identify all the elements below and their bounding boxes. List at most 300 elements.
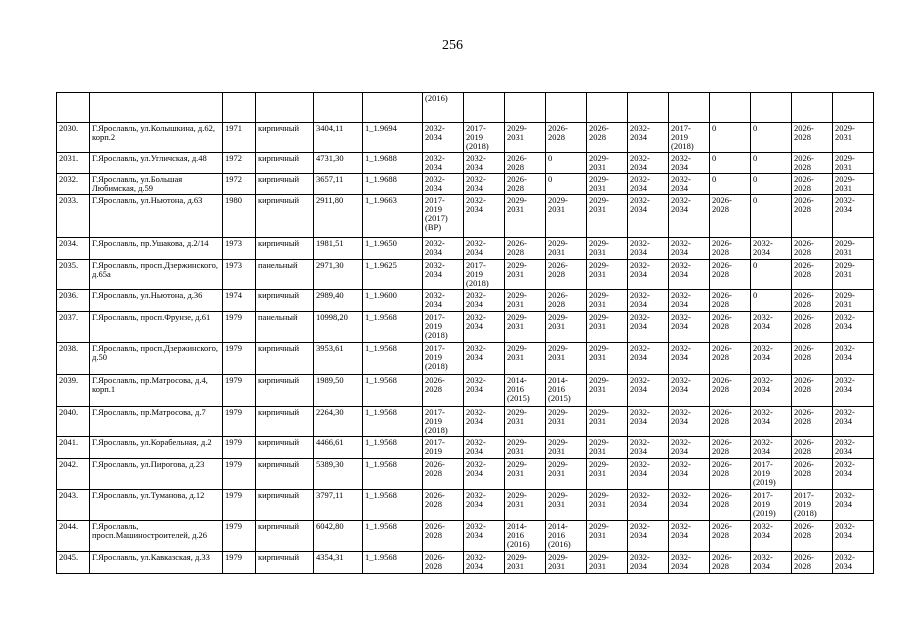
period-cell: 2032- 2034 bbox=[628, 238, 669, 260]
period-cell: 2032- 2034 bbox=[669, 521, 710, 552]
period-cell: 2032- 2034 bbox=[833, 407, 874, 437]
period-cell: 2032- 2034 bbox=[464, 521, 505, 552]
row-number: 2035. bbox=[57, 260, 90, 290]
period-cell: 2032- 2034 bbox=[833, 521, 874, 552]
area-cell: 5389,30 bbox=[314, 459, 363, 490]
year-cell: 1980 bbox=[223, 195, 256, 238]
year-cell: 1972 bbox=[223, 174, 256, 195]
year-cell: 1979 bbox=[223, 407, 256, 437]
period-cell: 0 bbox=[546, 174, 587, 195]
period-cell: 2029- 2031 bbox=[833, 290, 874, 312]
material-cell: кирпичный bbox=[256, 407, 314, 437]
material-cell: кирпичный bbox=[256, 437, 314, 459]
period-cell: 2029- 2031 bbox=[587, 290, 628, 312]
period-cell: 2032- 2034 bbox=[669, 407, 710, 437]
period-cell: 2032- 2034 bbox=[669, 490, 710, 521]
year-cell: 1979 bbox=[223, 375, 256, 407]
period-cell: 2032- 2034 bbox=[751, 437, 792, 459]
material-cell: кирпичный bbox=[256, 521, 314, 552]
period-cell: 2032- 2034 bbox=[833, 490, 874, 521]
period-cell: 2029- 2031 bbox=[587, 260, 628, 290]
period-cell: 2032- 2034 bbox=[464, 238, 505, 260]
table-row bbox=[57, 312, 874, 343]
period-cell: 2032- 2034 bbox=[833, 312, 874, 343]
period-cell: 2029- 2031 bbox=[587, 343, 628, 375]
row-number: 2036. bbox=[57, 290, 90, 312]
period-cell: 2029- 2031 bbox=[833, 153, 874, 174]
period-cell: 2032- 2034 bbox=[669, 195, 710, 238]
period-cell: 0 bbox=[751, 195, 792, 238]
period-cell: 2026- 2028 bbox=[792, 459, 833, 490]
table-cell bbox=[90, 93, 223, 123]
period-cell: 2026- 2028 bbox=[710, 195, 751, 238]
table-row bbox=[57, 174, 874, 195]
address-cell: Г.Ярославль, просп.Дзержинского, д.50 bbox=[90, 343, 223, 375]
period-cell: 2029- 2031 bbox=[546, 437, 587, 459]
material-cell: кирпичный bbox=[256, 174, 314, 195]
period-cell: 2014- 2016 (2016) bbox=[546, 521, 587, 552]
period-cell: 2029- 2031 bbox=[505, 459, 546, 490]
row-number: 2034. bbox=[57, 238, 90, 260]
material-cell: панельный bbox=[256, 260, 314, 290]
row-number: 2033. bbox=[57, 195, 90, 238]
period-cell: 2032- 2034 bbox=[628, 375, 669, 407]
period-cell: 2026- 2028 bbox=[710, 290, 751, 312]
period-cell: 2032- 2034 bbox=[464, 552, 505, 574]
address-cell: Г.Ярославль, просп.Дзержинского, д.65а bbox=[90, 260, 223, 290]
period-cell: 2026- 2028 bbox=[710, 521, 751, 552]
address-cell: Г.Ярославль, ул.Большая Любимская, д.59 bbox=[90, 174, 223, 195]
table-row bbox=[57, 407, 874, 437]
period-cell: 2032- 2034 bbox=[669, 238, 710, 260]
period-cell: 2032- 2034 bbox=[628, 437, 669, 459]
period-cell: 2032- 2034 bbox=[751, 521, 792, 552]
code-cell: 1_1.9688 bbox=[363, 174, 423, 195]
table-row bbox=[57, 375, 874, 407]
period-cell: 2029- 2031 bbox=[505, 290, 546, 312]
year-cell: 1979 bbox=[223, 521, 256, 552]
period-cell: 2029- 2031 bbox=[833, 238, 874, 260]
period-cell: 2032- 2034 bbox=[423, 123, 464, 153]
table-row bbox=[57, 123, 874, 153]
code-cell: 1_1.9568 bbox=[363, 312, 423, 343]
period-cell: 2032- 2034 bbox=[669, 312, 710, 343]
row-number: 2044. bbox=[57, 521, 90, 552]
period-cell: 2032- 2034 bbox=[464, 290, 505, 312]
period-cell: 2029- 2031 bbox=[546, 552, 587, 574]
period-cell: 2032- 2034 bbox=[423, 153, 464, 174]
period-cell: 2026- 2028 bbox=[710, 260, 751, 290]
period-cell: 2026- 2028 bbox=[423, 459, 464, 490]
period-cell: 2032- 2034 bbox=[669, 290, 710, 312]
code-cell: 1_1.9568 bbox=[363, 459, 423, 490]
period-cell: 2026- 2028 bbox=[710, 490, 751, 521]
period-cell: 2026- 2028 bbox=[710, 375, 751, 407]
row-number: 2039. bbox=[57, 375, 90, 407]
year-cell: 1972 bbox=[223, 153, 256, 174]
period-cell: 2029- 2031 bbox=[546, 343, 587, 375]
period-cell: 2017- 2019 (2018) bbox=[464, 260, 505, 290]
period-cell: 2029- 2031 bbox=[546, 312, 587, 343]
period-cell: 2032- 2034 bbox=[669, 375, 710, 407]
period-cell: 2014- 2016 (2015) bbox=[546, 375, 587, 407]
period-cell: 2032- 2034 bbox=[751, 552, 792, 574]
period-cell: 2014- 2016 (2016) bbox=[505, 521, 546, 552]
table-row bbox=[57, 153, 874, 174]
table-row bbox=[57, 552, 874, 574]
code-cell: 1_1.9625 bbox=[363, 260, 423, 290]
period-cell: 2026- 2028 bbox=[792, 238, 833, 260]
area-cell: 1981,51 bbox=[314, 238, 363, 260]
period-cell: 2032- 2034 bbox=[833, 343, 874, 375]
table-row bbox=[57, 490, 874, 521]
period-cell: 0 bbox=[751, 123, 792, 153]
address-cell: Г.Ярославль, ул.Ньютона, д.36 bbox=[90, 290, 223, 312]
table-cell bbox=[669, 93, 710, 123]
area-cell: 3404,11 bbox=[314, 123, 363, 153]
period-cell: 2026- 2028 bbox=[710, 552, 751, 574]
area-cell: 2971,30 bbox=[314, 260, 363, 290]
period-cell: 2026- 2028 bbox=[792, 437, 833, 459]
row-number: 2038. bbox=[57, 343, 90, 375]
year-cell: 1979 bbox=[223, 343, 256, 375]
period-cell: 2032- 2034 bbox=[628, 521, 669, 552]
period-cell: 2029- 2031 bbox=[546, 407, 587, 437]
period-cell: 2026- 2028 bbox=[792, 290, 833, 312]
period-cell: 2026- 2028 bbox=[710, 238, 751, 260]
period-cell: 2029- 2031 bbox=[587, 174, 628, 195]
period-cell: 2032- 2034 bbox=[833, 437, 874, 459]
table-row bbox=[57, 238, 874, 260]
period-cell: 2026- 2028 bbox=[792, 123, 833, 153]
period-cell: 2026- 2028 bbox=[423, 552, 464, 574]
period-cell: 2032- 2034 bbox=[751, 407, 792, 437]
table-row bbox=[57, 195, 874, 238]
period-cell: 2032- 2034 bbox=[464, 407, 505, 437]
address-cell: Г.Ярославль, пр.Ушакова, д.2/14 bbox=[90, 238, 223, 260]
period-cell: 2032- 2034 bbox=[751, 343, 792, 375]
period-cell: 2032- 2034 bbox=[628, 123, 669, 153]
period-cell: 0 bbox=[751, 290, 792, 312]
period-cell: 2032- 2034 bbox=[628, 490, 669, 521]
year-cell: 1973 bbox=[223, 238, 256, 260]
table-cell bbox=[505, 93, 546, 123]
period-cell: 2029- 2031 bbox=[587, 375, 628, 407]
period-cell: 2029- 2031 bbox=[546, 459, 587, 490]
period-cell: 2032- 2034 bbox=[628, 312, 669, 343]
period-cell: 2029- 2031 bbox=[505, 260, 546, 290]
address-cell: Г.Ярославль, ул.Ньютона, д.63 bbox=[90, 195, 223, 238]
area-cell: 2264,30 bbox=[314, 407, 363, 437]
period-cell: 2017- 2019 (2018) bbox=[423, 343, 464, 375]
year-cell: 1979 bbox=[223, 459, 256, 490]
table-row bbox=[57, 437, 874, 459]
address-cell: Г.Ярославль, ул.Туманова, д.12 bbox=[90, 490, 223, 521]
table-cell bbox=[256, 93, 314, 123]
address-cell: Г.Ярославль, ул.Колышкина, д.62, корп.2 bbox=[90, 123, 223, 153]
table-row bbox=[57, 260, 874, 290]
period-cell: 0 bbox=[710, 123, 751, 153]
period-cell: 2029- 2031 bbox=[587, 195, 628, 238]
period-cell: 2029- 2031 bbox=[546, 195, 587, 238]
period-cell: 2032- 2034 bbox=[751, 238, 792, 260]
material-cell: кирпичный bbox=[256, 459, 314, 490]
period-cell: 2032- 2034 bbox=[669, 459, 710, 490]
period-cell: 2032- 2034 bbox=[464, 195, 505, 238]
period-cell: 2032- 2034 bbox=[464, 174, 505, 195]
period-cell: 2032- 2034 bbox=[751, 375, 792, 407]
period-cell: 2017- 2019 (2019) bbox=[751, 459, 792, 490]
period-cell: 2026- 2028 bbox=[792, 174, 833, 195]
period-cell: 2029- 2031 bbox=[505, 123, 546, 153]
area-cell: 6042,80 bbox=[314, 521, 363, 552]
period-cell: 0 bbox=[751, 260, 792, 290]
address-cell: Г.Ярославль, ул.Кавказская, д.33 bbox=[90, 552, 223, 574]
code-cell: 1_1.9568 bbox=[363, 437, 423, 459]
period-cell: 2029- 2031 bbox=[505, 552, 546, 574]
period-cell: 2032- 2034 bbox=[464, 437, 505, 459]
code-cell: 1_1.9663 bbox=[363, 195, 423, 238]
period-cell: 2029- 2031 bbox=[505, 195, 546, 238]
area-cell: 2911,80 bbox=[314, 195, 363, 238]
code-cell: 1_1.9688 bbox=[363, 153, 423, 174]
code-cell: 1_1.9568 bbox=[363, 343, 423, 375]
area-cell: 3657,11 bbox=[314, 174, 363, 195]
address-cell: Г.Ярославль, пр.Матросова, д.4, корп.1 bbox=[90, 375, 223, 407]
period-cell: 2026- 2028 bbox=[423, 490, 464, 521]
period-cell: 2026- 2028 bbox=[792, 343, 833, 375]
address-cell: Г.Ярославль, ул.Корабельная, д.2 bbox=[90, 437, 223, 459]
period-cell: 2029- 2031 bbox=[587, 490, 628, 521]
period-cell: 2029- 2031 bbox=[833, 174, 874, 195]
period-cell: 2032- 2034 bbox=[628, 174, 669, 195]
period-cell: 2026- 2028 bbox=[792, 407, 833, 437]
period-cell: 2026- 2028 bbox=[792, 375, 833, 407]
period-cell: 2026- 2028 bbox=[546, 123, 587, 153]
address-cell: Г.Ярославль, пр.Матросова, д.7 bbox=[90, 407, 223, 437]
code-cell: 1_1.9568 bbox=[363, 521, 423, 552]
period-cell: 2032- 2034 bbox=[628, 260, 669, 290]
code-cell: 1_1.9568 bbox=[363, 407, 423, 437]
address-cell: Г.Ярославль, просп.Машиностроителей, д.26 bbox=[90, 521, 223, 552]
period-cell: 2029- 2031 bbox=[505, 312, 546, 343]
year-cell: 1979 bbox=[223, 552, 256, 574]
period-cell: 2014- 2016 (2015) bbox=[505, 375, 546, 407]
period-cell: 2029- 2031 bbox=[587, 238, 628, 260]
period-cell: 2029- 2031 bbox=[833, 123, 874, 153]
period-cell: 2017- 2019 (2018) bbox=[669, 123, 710, 153]
period-cell: 2032- 2034 bbox=[669, 174, 710, 195]
period-cell: 2026- 2028 bbox=[505, 153, 546, 174]
table-cell bbox=[314, 93, 363, 123]
period-cell: 2029- 2031 bbox=[505, 490, 546, 521]
period-cell: 2032- 2034 bbox=[423, 238, 464, 260]
period-cell: 2032- 2034 bbox=[628, 290, 669, 312]
table-row bbox=[57, 343, 874, 375]
code-cell: 1_1.9650 bbox=[363, 238, 423, 260]
year-cell: 1979 bbox=[223, 312, 256, 343]
period-cell: 2032- 2034 bbox=[669, 437, 710, 459]
area-cell: 4731,30 bbox=[314, 153, 363, 174]
period-cell: 2032- 2034 bbox=[751, 312, 792, 343]
period-cell: 2026- 2028 bbox=[710, 437, 751, 459]
area-cell: 3953,61 bbox=[314, 343, 363, 375]
table-cell bbox=[546, 93, 587, 123]
material-cell: кирпичный bbox=[256, 375, 314, 407]
period-cell: 2032- 2034 bbox=[423, 290, 464, 312]
row-number: 2030. bbox=[57, 123, 90, 153]
material-cell: кирпичный bbox=[256, 238, 314, 260]
period-cell: 2026- 2028 bbox=[710, 343, 751, 375]
row-number: 2042. bbox=[57, 459, 90, 490]
period-cell: 2029- 2031 bbox=[587, 437, 628, 459]
period-cell: 2032- 2034 bbox=[833, 195, 874, 238]
period-cell: 2029- 2031 bbox=[587, 407, 628, 437]
period-cell: 2017- 2019 (2018) bbox=[464, 123, 505, 153]
row-number: 2037. bbox=[57, 312, 90, 343]
period-cell: 0 bbox=[710, 174, 751, 195]
year-cell: 1979 bbox=[223, 490, 256, 521]
area-cell: 2989,40 bbox=[314, 290, 363, 312]
period-cell: 2017- 2019 (2018) bbox=[423, 407, 464, 437]
period-cell: 2029- 2031 bbox=[587, 153, 628, 174]
period-cell: 2017- 2019 (2018) bbox=[792, 490, 833, 521]
period-cell: 2032- 2034 bbox=[628, 343, 669, 375]
table-cell bbox=[363, 93, 423, 123]
period-cell: 2029- 2031 bbox=[587, 521, 628, 552]
period-cell: 2032- 2034 bbox=[833, 375, 874, 407]
period-cell: 2029- 2031 bbox=[587, 552, 628, 574]
period-cell: 2032- 2034 bbox=[464, 343, 505, 375]
period-cell: 0 bbox=[751, 174, 792, 195]
material-cell: кирпичный bbox=[256, 153, 314, 174]
period-cell: 2032- 2034 bbox=[464, 459, 505, 490]
material-cell: кирпичный bbox=[256, 343, 314, 375]
table-row bbox=[57, 521, 874, 552]
period-cell: 2029- 2031 bbox=[546, 490, 587, 521]
period-cell: 2032- 2034 bbox=[464, 490, 505, 521]
period-cell: 2032- 2034 bbox=[833, 459, 874, 490]
table-cell: (2016) bbox=[423, 93, 464, 123]
period-cell: 2032- 2034 bbox=[628, 407, 669, 437]
address-cell: Г.Ярославль, ул.Угличская, д.48 bbox=[90, 153, 223, 174]
row-number: 2045. bbox=[57, 552, 90, 574]
period-cell: 2032- 2034 bbox=[669, 552, 710, 574]
row-number: 2032. bbox=[57, 174, 90, 195]
table-cell bbox=[464, 93, 505, 123]
period-cell: 2029- 2031 bbox=[505, 407, 546, 437]
table-cell bbox=[223, 93, 256, 123]
year-cell: 1979 bbox=[223, 437, 256, 459]
period-cell: 2026- 2028 bbox=[792, 260, 833, 290]
period-cell: 2032- 2034 bbox=[628, 552, 669, 574]
area-cell: 10998,20 bbox=[314, 312, 363, 343]
row-number: 2040. bbox=[57, 407, 90, 437]
period-cell: 2017- 2019 (2017) (ВР) bbox=[423, 195, 464, 238]
period-cell: 2032- 2034 bbox=[628, 459, 669, 490]
table-row-continuation bbox=[57, 93, 874, 123]
period-cell: 2029- 2031 bbox=[587, 459, 628, 490]
period-cell: 2032- 2034 bbox=[669, 153, 710, 174]
period-cell: 2017- 2019 bbox=[423, 437, 464, 459]
material-cell: кирпичный bbox=[256, 123, 314, 153]
period-cell: 2026- 2028 bbox=[505, 238, 546, 260]
year-cell: 1973 bbox=[223, 260, 256, 290]
year-cell: 1974 bbox=[223, 290, 256, 312]
material-cell: кирпичный bbox=[256, 490, 314, 521]
area-cell: 3797,11 bbox=[314, 490, 363, 521]
year-cell: 1971 bbox=[223, 123, 256, 153]
period-cell: 2029- 2031 bbox=[546, 238, 587, 260]
code-cell: 1_1.9600 bbox=[363, 290, 423, 312]
material-cell: кирпичный bbox=[256, 195, 314, 238]
period-cell: 2032- 2034 bbox=[423, 174, 464, 195]
table-cell bbox=[57, 93, 90, 123]
material-cell: панельный bbox=[256, 312, 314, 343]
material-cell: кирпичный bbox=[256, 290, 314, 312]
row-number: 2041. bbox=[57, 437, 90, 459]
period-cell: 2026- 2028 bbox=[587, 123, 628, 153]
period-cell: 2026- 2028 bbox=[546, 260, 587, 290]
address-cell: Г.Ярославль, ул.Пирогова, д.23 bbox=[90, 459, 223, 490]
area-cell: 4354,31 bbox=[314, 552, 363, 574]
period-cell: 2029- 2031 bbox=[587, 312, 628, 343]
material-cell: кирпичный bbox=[256, 552, 314, 574]
period-cell: 2026- 2028 bbox=[546, 290, 587, 312]
code-cell: 1_1.9568 bbox=[363, 375, 423, 407]
period-cell: 2026- 2028 bbox=[505, 174, 546, 195]
code-cell: 1_1.9568 bbox=[363, 552, 423, 574]
housing-register-table bbox=[56, 92, 874, 574]
period-cell: 2017- 2019 (2018) bbox=[423, 312, 464, 343]
period-cell: 2026- 2028 bbox=[710, 407, 751, 437]
period-cell: 2026- 2028 bbox=[710, 312, 751, 343]
table-row bbox=[57, 290, 874, 312]
period-cell: 2032- 2034 bbox=[464, 375, 505, 407]
period-cell: 2029- 2031 bbox=[833, 260, 874, 290]
period-cell: 0 bbox=[710, 153, 751, 174]
table-cell bbox=[628, 93, 669, 123]
page-number: 256 bbox=[442, 38, 463, 53]
period-cell: 2026- 2028 bbox=[423, 521, 464, 552]
period-cell: 2026- 2028 bbox=[792, 195, 833, 238]
row-number: 2031. bbox=[57, 153, 90, 174]
table-cell bbox=[792, 93, 833, 123]
period-cell: 2026- 2028 bbox=[710, 459, 751, 490]
period-cell: 2032- 2034 bbox=[833, 552, 874, 574]
row-number: 2043. bbox=[57, 490, 90, 521]
period-cell: 2032- 2034 bbox=[464, 153, 505, 174]
period-cell: 2032- 2034 bbox=[628, 153, 669, 174]
period-cell: 2029- 2031 bbox=[505, 343, 546, 375]
table-row bbox=[57, 459, 874, 490]
table-cell bbox=[751, 93, 792, 123]
period-cell: 2032- 2034 bbox=[423, 260, 464, 290]
code-cell: 1_1.9694 bbox=[363, 123, 423, 153]
period-cell: 2032- 2034 bbox=[628, 195, 669, 238]
table-cell bbox=[587, 93, 628, 123]
period-cell: 2017- 2019 (2019) bbox=[751, 490, 792, 521]
period-cell: 2026- 2028 bbox=[792, 153, 833, 174]
period-cell: 2026- 2028 bbox=[423, 375, 464, 407]
period-cell: 2026- 2028 bbox=[792, 521, 833, 552]
address-cell: Г.Ярославль, просп.Фрунзе, д.61 bbox=[90, 312, 223, 343]
period-cell: 2026- 2028 bbox=[792, 552, 833, 574]
area-cell: 4466,61 bbox=[314, 437, 363, 459]
period-cell: 0 bbox=[751, 153, 792, 174]
period-cell: 2029- 2031 bbox=[505, 437, 546, 459]
period-cell: 2032- 2034 bbox=[669, 343, 710, 375]
